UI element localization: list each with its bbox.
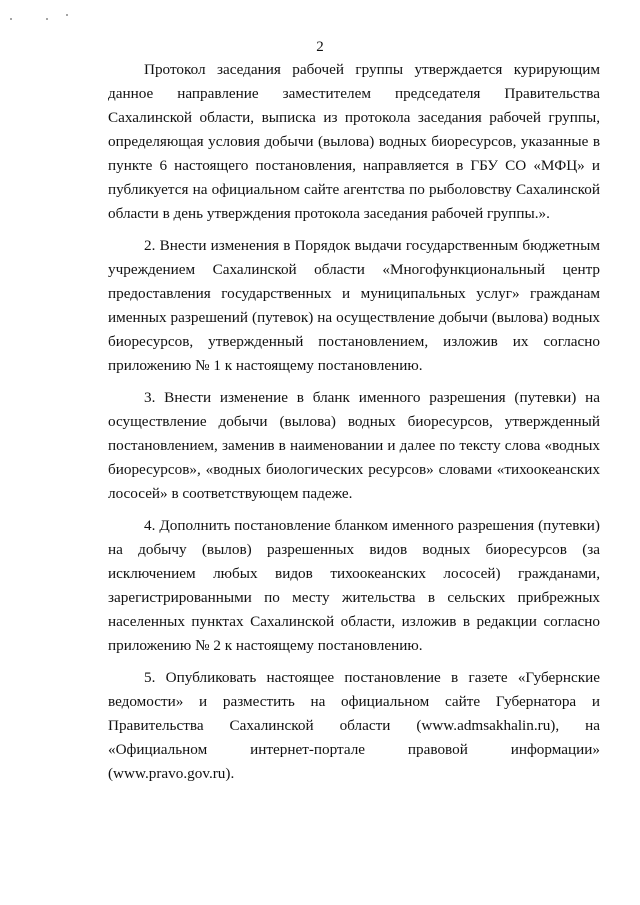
paragraph-item-5: 5. Опубликовать настоящее постановление в газете «Губернские ведомости» и разместить на официальном сайте Губернатора и Правительства Сахалинской области (www.admsakhalin.ru), на «Официальном интернет-портале правовой информации» (www.pravo.gov.ru). xyxy=(108,669,600,782)
scan-speck xyxy=(66,14,68,16)
paragraph-item-2: 2. Внести изменения в Порядок выдачи государственным бюджетным учреждением Сахалинской области «Многофункциональный центр предоставления государственных и муниципальных услуг» гражданам именных разрешений (путевок) на осуществление добычи (вылова) водных биоресурсов, утвержденный постановлением, изложив их согласно приложению № 1 к настоящему постановлению. xyxy=(108,237,600,374)
paragraph-protocol: Протокол заседания рабочей группы утверждается курирующим данное направление заместителем председателя Правительства Сахалинской области, выписка из протокола заседания рабочей группы, определяющая условия добычи (вылова) водных биоресурсов, указанные в пункте 6 настоящего постановления, направляется в ГБУ СО «МФЦ» и публикуется на официальном сайте агентства по рыболовству Сахалинской области в день утверждения протокола заседания рабочей группы.». xyxy=(108,61,600,222)
document-body xyxy=(108,58,600,794)
scan-speck xyxy=(10,18,12,20)
page-number: 2 xyxy=(316,39,324,55)
paragraph-item-3: 3. Внести изменение в бланк именного разрешения (путевки) на осуществление добычи (вылова) водных биоресурсов, утвержденный постановлением, заменив в наименовании и далее по тексту слова «водных биоресурсов», «водных биологических ресурсов» словами «тихоокеанских лососей» в соответствующем падеже. xyxy=(108,389,600,502)
paragraph-item-4: 4. Дополнить постановление бланком именного разрешения (путевки) на добычу (вылов) разрешенных видов водных биоресурсов (за исключением любых видов тихоокеанских лососей) гражданами, зарегистрированными по месту жительства в сельских прибрежных населенных пунктах Сахалинской области, изложив в редакции согласно приложению № 2 к настоящему постановлению. xyxy=(108,517,600,654)
scan-speck xyxy=(46,18,48,20)
